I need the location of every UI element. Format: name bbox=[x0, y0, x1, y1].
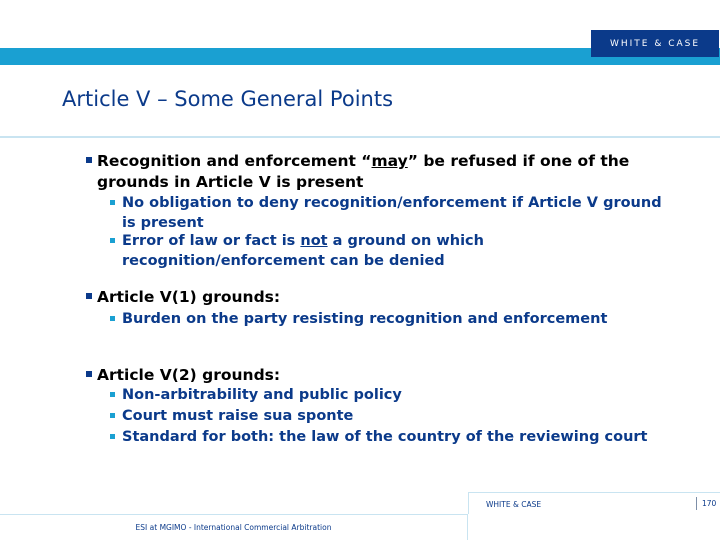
bullet-no-obligation-to-deny bbox=[110, 194, 670, 233]
square-bullet-icon bbox=[86, 293, 92, 299]
bullet-article-v1-grounds bbox=[86, 287, 676, 308]
footer-divider bbox=[468, 492, 469, 514]
bullet-error-of-law bbox=[110, 232, 670, 271]
emphasis-not: not bbox=[300, 233, 328, 249]
footer-course-title: ESI at MGIMO - International Commercial Arbitration bbox=[135, 523, 332, 532]
bullet-sua-sponte bbox=[110, 407, 670, 427]
footer-course-box bbox=[0, 514, 468, 540]
square-bullet-icon bbox=[110, 392, 115, 397]
slide-title: Article V – Some General Points bbox=[62, 87, 394, 111]
square-bullet-icon bbox=[110, 434, 115, 439]
bullet-standard-for-both bbox=[110, 428, 670, 448]
bullet-text: Non-arbitrability and public policy bbox=[122, 387, 402, 403]
square-bullet-icon bbox=[110, 316, 115, 321]
bullet-non-arbitrability bbox=[110, 386, 670, 406]
square-bullet-icon bbox=[110, 413, 115, 418]
bullet-text: Article V(2) grounds: bbox=[97, 366, 281, 384]
white-case-logo bbox=[591, 30, 719, 57]
footer-firm-name: WHITE & CASE bbox=[486, 500, 542, 509]
bullet-burden-on-party bbox=[110, 310, 670, 330]
bullet-recognition-may-be-refused bbox=[86, 151, 676, 193]
bullet-text: Burden on the party resisting recognition and enforcement bbox=[122, 311, 608, 327]
bullet-text: Recognition and enforcement “may” be refused if one of the grounds in Article V is present bbox=[97, 152, 630, 191]
square-bullet-icon bbox=[110, 238, 115, 243]
square-bullet-icon bbox=[110, 200, 115, 205]
bullet-text: Article V(1) grounds: bbox=[97, 288, 281, 306]
bullet-text: Error of law or fact is not a ground on which recognition/enforcement can be denied bbox=[122, 233, 484, 269]
page-number-separator bbox=[696, 497, 697, 510]
square-bullet-icon bbox=[86, 157, 92, 163]
title-divider bbox=[0, 136, 720, 138]
footer-rule bbox=[468, 492, 720, 493]
emphasis-may: may bbox=[371, 152, 408, 170]
bullet-text: No obligation to deny recognition/enforcement if Article V ground is present bbox=[122, 195, 662, 231]
logo-text: WHITE & CASE bbox=[609, 38, 701, 49]
bullet-text: Standard for both: the law of the country of the reviewing court bbox=[122, 429, 648, 445]
bullet-text: Court must raise sua sponte bbox=[122, 408, 354, 424]
square-bullet-icon bbox=[86, 371, 92, 377]
page-number: 170 bbox=[702, 499, 717, 508]
bullet-article-v2-grounds bbox=[86, 365, 676, 386]
